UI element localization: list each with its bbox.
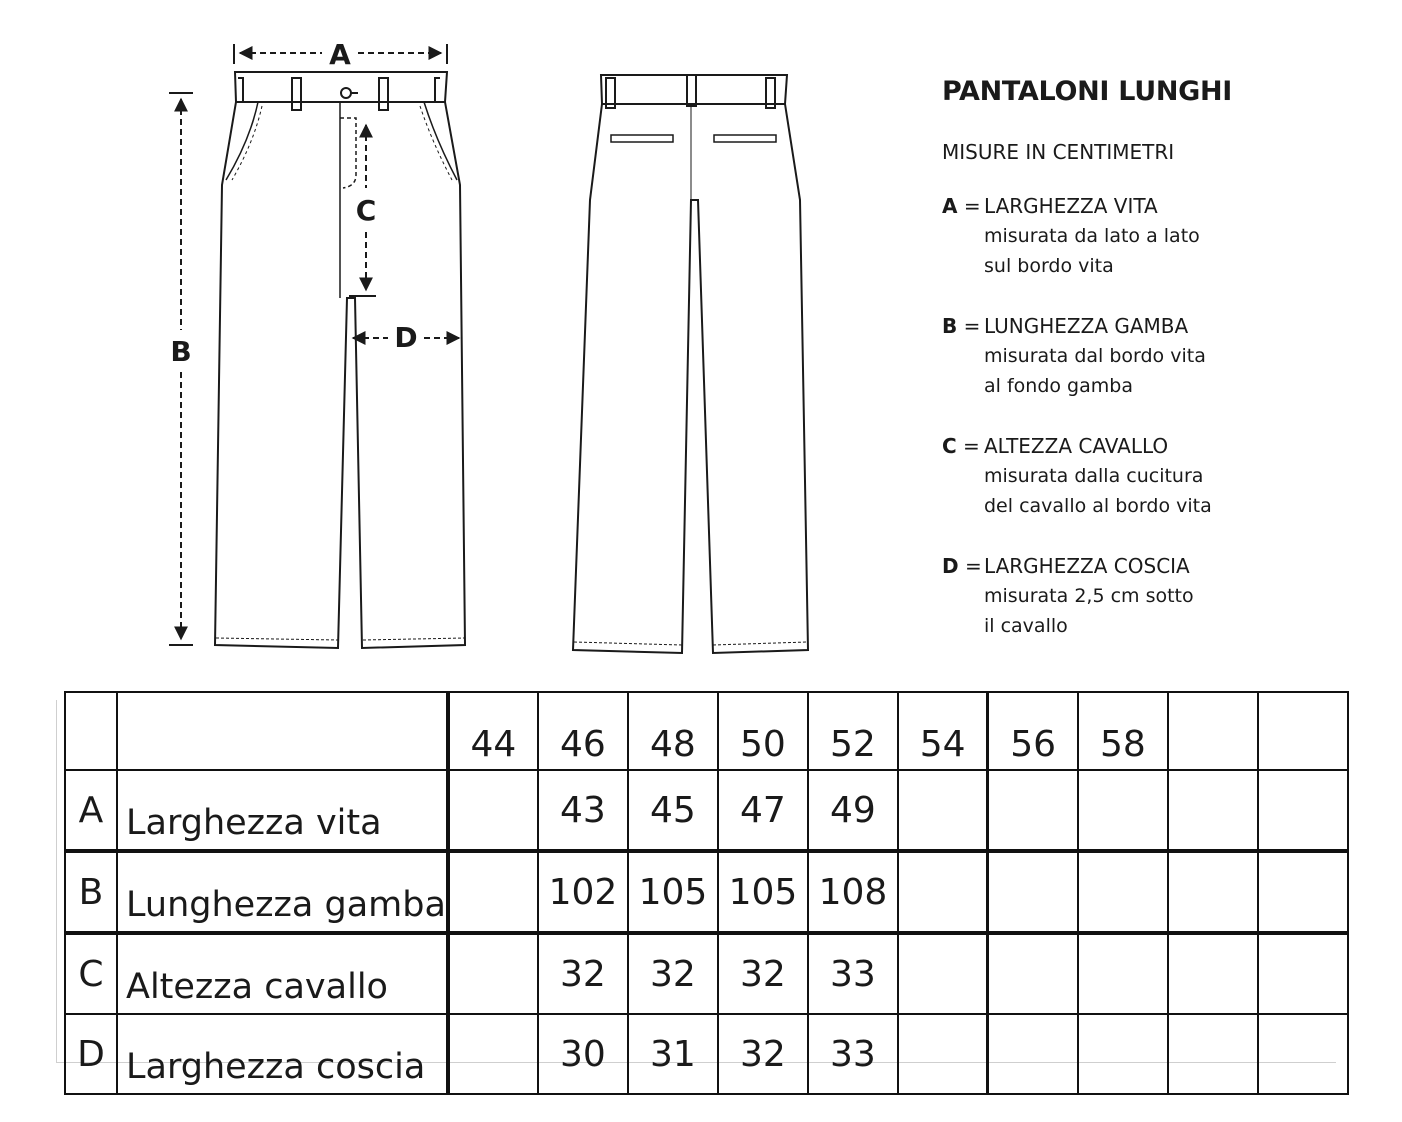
legend-name: ALTEZZA CAVALLO <box>984 434 1169 458</box>
value-cell: 47 <box>718 770 808 851</box>
dimension-c-label: C <box>355 194 377 227</box>
value-cell <box>448 851 538 933</box>
value-cell <box>1168 1014 1258 1094</box>
value-cell: 43 <box>538 770 628 851</box>
value-cell <box>898 851 988 933</box>
legend-desc: misurata dal bordo vita <box>984 345 1206 367</box>
legend-desc: sul bordo vita <box>984 255 1114 277</box>
value-cell <box>1078 1014 1168 1094</box>
size-table <box>64 691 1349 1095</box>
table-row-d <box>65 1014 1348 1094</box>
legend-item-c <box>942 431 1382 521</box>
value-cell: 105 <box>628 851 718 933</box>
value-cell: 102 <box>538 851 628 933</box>
size-header-row <box>65 692 1348 770</box>
table-row-a <box>65 770 1348 851</box>
value-cell: 108 <box>808 851 898 933</box>
value-cell: 32 <box>718 1014 808 1094</box>
row-letter: D <box>65 1014 117 1094</box>
legend-desc: misurata dalla cucitura <box>984 465 1204 487</box>
value-cell <box>988 933 1078 1014</box>
legend-subtitle: MISURE IN CENTIMETRI <box>942 140 1175 164</box>
legend-desc: del cavallo al bordo vita <box>984 495 1212 517</box>
dimension-a-label: A <box>329 38 351 71</box>
value-cell: 32 <box>628 933 718 1014</box>
dimension-b <box>169 93 193 645</box>
value-cell <box>898 1014 988 1094</box>
size-header: 44 <box>448 692 538 770</box>
legend-name: LUNGHEZZA GAMBA <box>984 314 1189 338</box>
back-view-drawing <box>573 75 808 653</box>
size-header: 50 <box>718 692 808 770</box>
value-cell: 49 <box>808 770 898 851</box>
dimension-d <box>353 321 459 354</box>
value-cell: 32 <box>718 933 808 1014</box>
dimension-c <box>349 125 376 296</box>
measurement-legend <box>942 72 1382 641</box>
value-cell <box>448 933 538 1014</box>
size-header <box>1258 692 1348 770</box>
value-cell <box>1168 933 1258 1014</box>
row-letter: B <box>65 851 117 933</box>
value-cell: 32 <box>538 933 628 1014</box>
value-cell <box>1258 770 1348 851</box>
dimension-a <box>234 38 447 71</box>
value-cell <box>1258 933 1348 1014</box>
size-header: 56 <box>988 692 1078 770</box>
value-cell: 33 <box>808 933 898 1014</box>
size-header: 52 <box>808 692 898 770</box>
legend-item-b <box>942 311 1382 401</box>
row-letter: A <box>65 770 117 851</box>
row-name: Altezza cavallo <box>117 933 448 1014</box>
value-cell: 30 <box>538 1014 628 1094</box>
corner-cell <box>65 692 117 770</box>
legend-name: LARGHEZZA VITA <box>984 194 1158 218</box>
size-header <box>1168 692 1258 770</box>
legend-desc: al fondo gamba <box>984 375 1133 397</box>
value-cell <box>1078 770 1168 851</box>
legend-desc: misurata da lato a lato <box>984 225 1200 247</box>
value-cell <box>448 770 538 851</box>
value-cell: 45 <box>628 770 718 851</box>
value-cell <box>1168 851 1258 933</box>
value-cell: 105 <box>718 851 808 933</box>
value-cell: 31 <box>628 1014 718 1094</box>
value-cell <box>988 1014 1078 1094</box>
header-empty-cell <box>117 692 448 770</box>
row-letter: C <box>65 933 117 1014</box>
trousers-diagram <box>0 0 900 670</box>
value-cell: 33 <box>808 1014 898 1094</box>
row-name: Lunghezza gamba <box>117 851 448 933</box>
legend-title: PANTALONI LUNGHI <box>942 76 1233 107</box>
legend-desc: misurata 2,5 cm sotto <box>984 585 1194 607</box>
size-header: 54 <box>898 692 988 770</box>
table-row-c <box>65 933 1348 1014</box>
value-cell <box>448 1014 538 1094</box>
dimension-d-label: D <box>394 321 418 354</box>
value-cell <box>1078 851 1168 933</box>
value-cell <box>1258 1014 1348 1094</box>
legend-key: D = <box>942 554 982 578</box>
value-cell <box>988 770 1078 851</box>
value-cell <box>1258 851 1348 933</box>
legend-desc: il cavallo <box>984 615 1068 637</box>
table-row-b <box>65 851 1348 933</box>
size-header: 58 <box>1078 692 1168 770</box>
legend-key: B = <box>942 314 981 338</box>
value-cell <box>898 770 988 851</box>
row-name: Larghezza coscia <box>117 1014 448 1094</box>
grid-line <box>56 700 57 1062</box>
row-name: Larghezza vita <box>117 770 448 851</box>
legend-key: C = <box>942 434 980 458</box>
size-header: 48 <box>628 692 718 770</box>
value-cell <box>1078 933 1168 1014</box>
value-cell <box>898 933 988 1014</box>
legend-name: LARGHEZZA COSCIA <box>984 554 1190 578</box>
size-header: 46 <box>538 692 628 770</box>
value-cell <box>988 851 1078 933</box>
front-view-drawing <box>215 72 465 648</box>
legend-item-d <box>942 551 1382 641</box>
value-cell <box>1168 770 1258 851</box>
dimension-b-label: B <box>170 335 192 368</box>
legend-key: A = <box>942 194 981 218</box>
legend-item-a <box>942 191 1382 281</box>
